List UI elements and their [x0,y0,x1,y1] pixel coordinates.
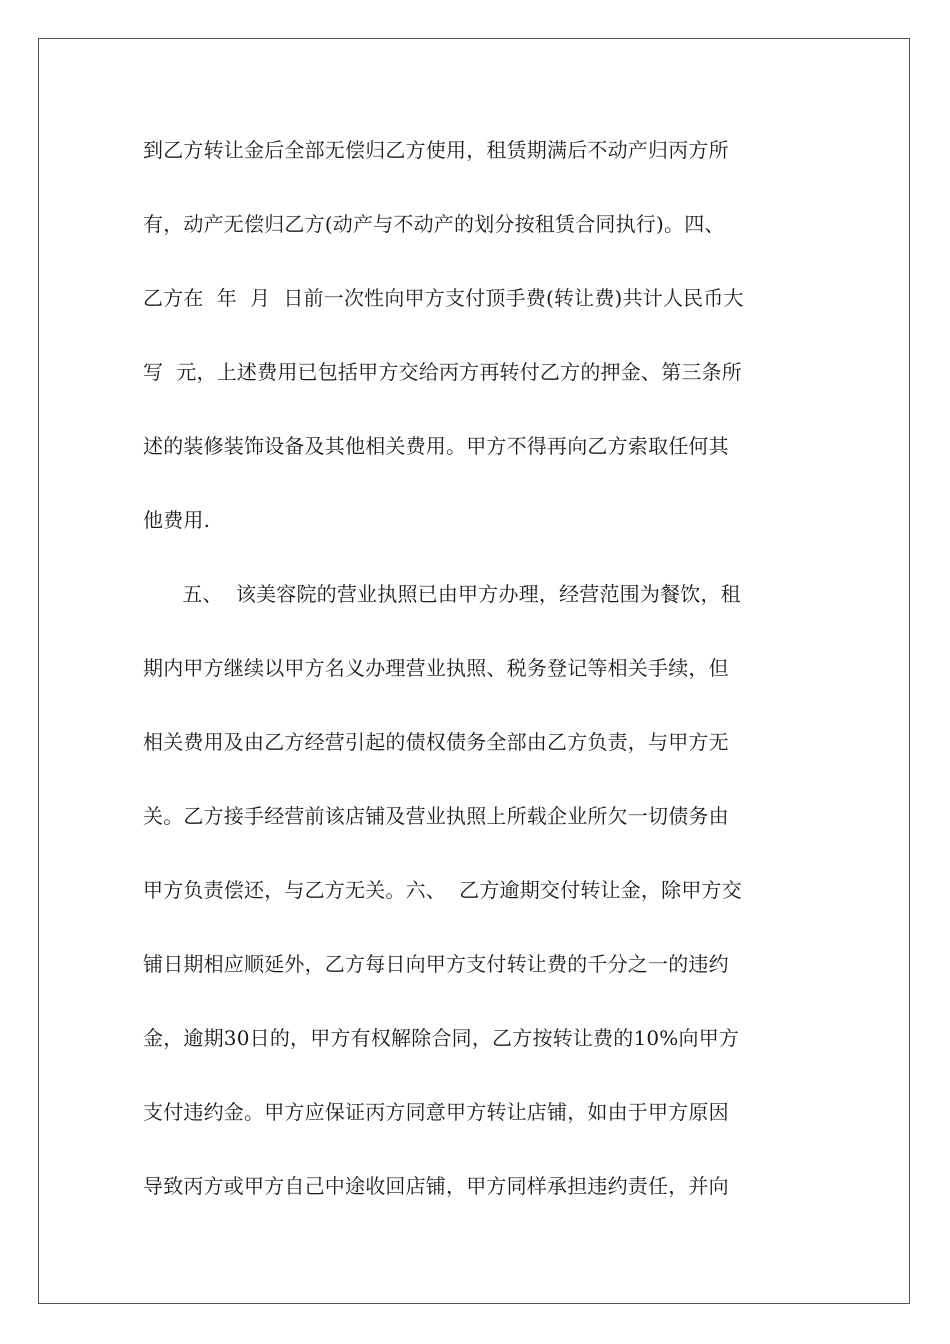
text-line: 写 元，上述费用已包括甲方交给丙方再转付乙方的押金、第三条所 [143,360,742,384]
text-line: 有，动产无偿归乙方(动产与不动产的划分按租赁合同执行)。四、 [143,212,725,236]
text-line: 期内甲方继续以甲方名义办理营业执照、税务登记等相关手续，但 [143,656,729,680]
text-line: 导致丙方或甲方自己中途收回店铺，甲方同样承担违约责任，并向 [143,1174,729,1198]
text-line: 述的装修装饰设备及其他相关费用。甲方不得再向乙方索取任何其 [143,434,729,458]
text-line: 支付违约金。甲方应保证丙方同意甲方转让店铺，如由于甲方原因 [143,1100,729,1124]
document-body [143,127,813,1237]
text-line: 五、 该美容院的营业执照已由甲方办理，经营范围为餐饮，租 [143,582,741,606]
text-line: 相关费用及由乙方经营引起的债权债务全部由乙方负责，与甲方无 [143,730,729,754]
text-line: 金，逾期30日的，甲方有权解除合同，乙方按转让费的10%向甲方 [143,1026,740,1050]
text-line: 关。乙方接手经营前该店铺及营业执照上所载企业所欠一切债务由 [143,804,729,828]
text-line: 乙方在 年 月 日前一次性向甲方支付顶手费(转让费)共计人民币大 [143,286,744,310]
text-line: 到乙方转让金后全部无偿归乙方使用，租赁期满后不动产归丙方所 [143,138,729,162]
text-line: 他费用. [143,508,211,532]
text-line: 铺日期相应顺延外，乙方每日向甲方支付转让费的千分之一的违约 [143,952,729,976]
text-line: 甲方负责偿还，与乙方无关。六、 乙方逾期交付转让金，除甲方交 [143,878,742,902]
